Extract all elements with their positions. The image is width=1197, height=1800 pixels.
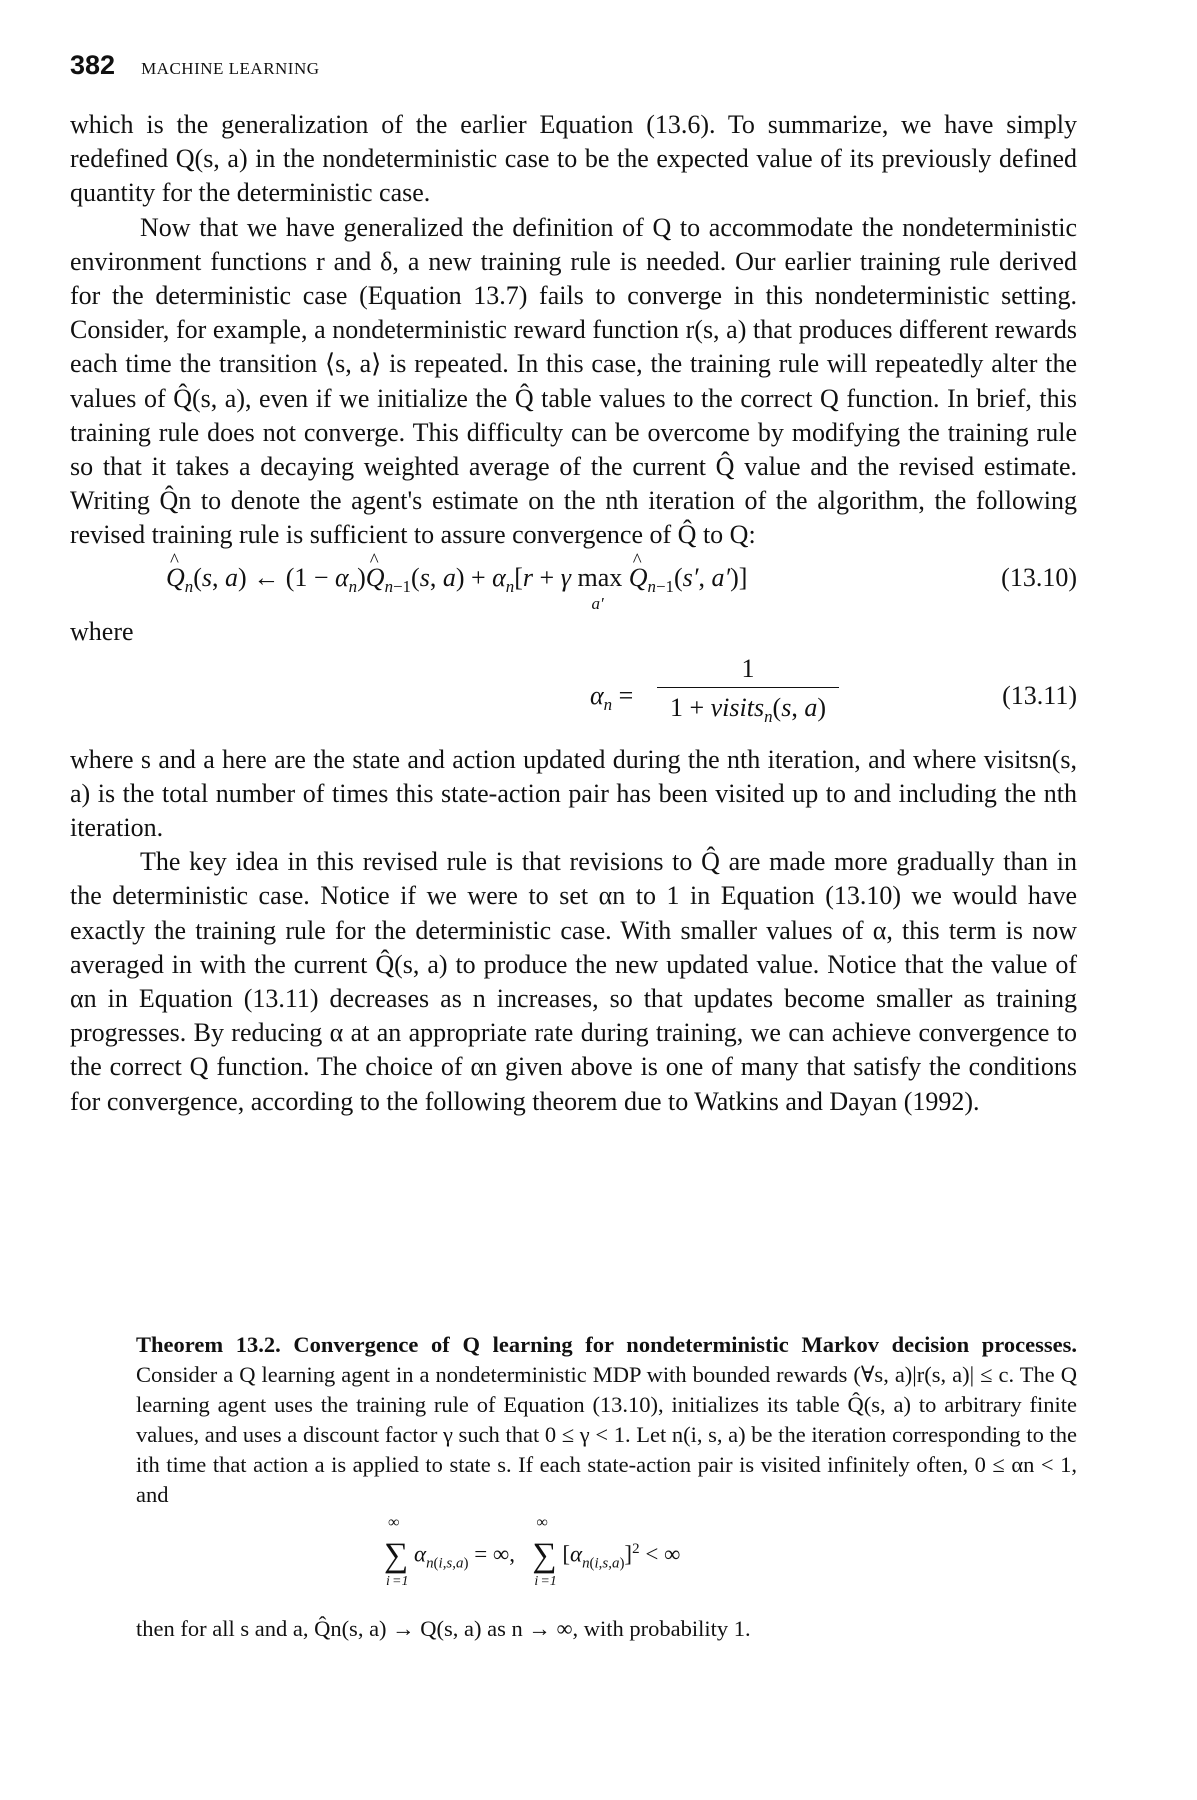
page-header <box>70 50 320 81</box>
theorem-conclusion: then for all s and a, Q̂n(s, a) → Q(s, a) as n → ∞, with probability 1. <box>136 1616 751 1641</box>
sigma-symbol-2: ∑ ∞ i =1 <box>532 1514 557 1590</box>
paragraph-4-text: The key idea in this revised rule is that revisions to Q̂ are made more gradually than in the deterministic case. Notice if we were to set αn to 1 in Equation (13.10) we would have exactly the training rule for the deterministic case. With smaller values of α, this term is now averaged in with the current Q̂(s, a) to produce the new updated value. Notice that the value of αn in Equation (13.11) decreases as n increases, so that updates become smaller as training progresses. By reducing α at an appropriate rate during training, we can achieve convergence to the correct Q function. The choice of αn given above is one of many that satisfy the conditions for convergence, according to the following theorem due to Watkins and Dayan (1992). <box>70 847 1077 1116</box>
where-label: where <box>70 616 134 646</box>
equation-13-10 <box>70 553 1077 615</box>
theorem-label: Theorem 13.2. <box>136 1332 281 1357</box>
paragraph-2 <box>70 211 1077 553</box>
theorem-text: Consider a Q learning agent in a nondeterministic MDP with bounded rewards (∀s, a)|r(s, a)| ≤ c. The Q learning agent uses the training rule of Equation (13.10), initializes its table Q̂(s, a) to arbitrary finite values, and uses a discount factor γ such that 0 ≤ γ < 1. Let n(i, s, a) be the iteration corresponding to the ith time that action a is applied to state s. If each state-action pair is visited infinitely often, 0 ≤ αn < 1, and <box>136 1362 1077 1507</box>
paragraph-1-text: which is the generalization of the earlier Equation (13.6). To summarize, we have simply redefined Q(s, a) in the nondeterministic case to be the expected value of its previously defined quantity for the deterministic case. <box>70 110 1077 208</box>
equation-13-10-number: (13.10) <box>1001 562 1077 592</box>
theorem-title: Convergence of Q learning for nondeterministic Markov decision processes. <box>293 1332 1077 1357</box>
paragraph-4 <box>70 845 1077 1119</box>
equation-13-11 <box>70 651 1077 743</box>
paragraph-1 <box>70 108 1077 211</box>
paragraph-2-text: Now that we have generalized the definition of Q to accommodate the nondeterministic environment functions r and δ, a new training rule is needed. Our earlier training rule derived for the deterministic case (Equation 13.7) fails to converge in this nondeterministic setting. Consider, for example, a nondeterministic reward function r(s, a) that produces different rewards each time the transition ⟨s, a⟩ is repeated. In this case, the training rule will repeatedly alter the values of Q̂(s, a), even if we initialize the Q̂ table values to the correct Q function. In brief, this training rule does not converge. This difficulty can be overcome by modifying the training rule so that it takes a decaying weighted average of the current Q̂ value and the revised estimate. Writing Q̂n to denote the agent's estimate on the nth iteration of the algorithm, the following revised training rule is sufficient to assure convergence of Q̂ to Q: <box>70 212 1077 550</box>
theorem-13-2 <box>136 1330 1077 1644</box>
convergence-conditions <box>136 1510 1077 1614</box>
sigma-symbol: ∑ ∞ i =1 <box>384 1514 409 1590</box>
body-text <box>70 108 1077 1119</box>
equation-13-10-formula: ^ $Q_n(s$, a) ← $(1 - \alpha_n)\^{}$ $Q_{n-1}(s$, $a) + \alpha_n[r + \gamma$ max a′ ^ $Q_{n-1}(s'$, a′)] <box>166 561 747 604</box>
fraction-numerator: 1 <box>741 653 755 683</box>
paragraph-3-text: where s and a here are the state and action updated during the nth iteration, and where visitsn(s, a) is the total number of times this state-action pair has been visited up to and including the nth iteration. <box>70 744 1077 843</box>
equation-13-11-number: (13.11) <box>1002 680 1077 710</box>
theorem-statement <box>136 1330 1077 1510</box>
sum-formula: ∑ ∞ i =1 $\alpha_{n(i,s,a)}$ = ∞, ∑ ∞ i =1 $[\alpha_{n(i,s,a)}]^2$ < ∞ <box>384 1514 681 1590</box>
paragraph-3 <box>70 743 1077 846</box>
page-number: 382 <box>70 50 116 80</box>
equation-13-11-lhs: $\alpha_n$ = <box>590 680 634 714</box>
running-title: MACHINE LEARNING <box>141 59 320 78</box>
fraction-denominator: 1 + visits$_n$(s, a) <box>657 687 839 737</box>
equation-13-11-fraction <box>657 651 839 737</box>
